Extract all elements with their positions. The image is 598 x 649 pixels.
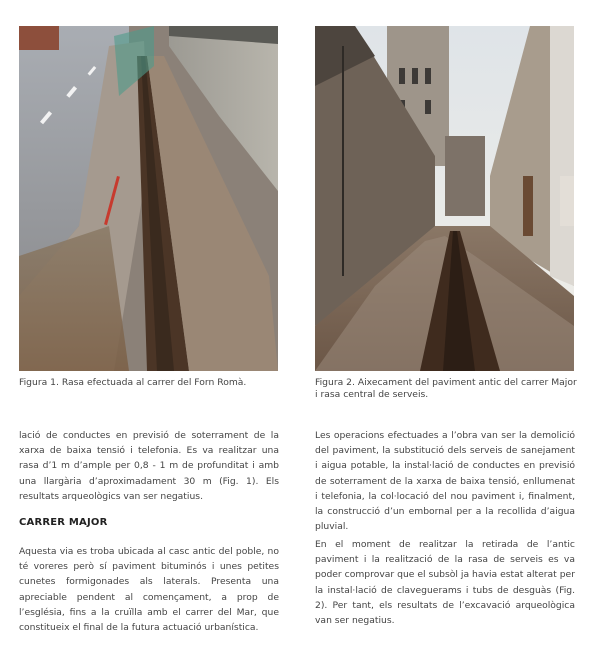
left-column-paragraph-2: Aquesta via es troba ubicada al casc antic del poble, no té voreres però sí paviment bituminós i unes petites cunetes formigonades als laterals. Presenta una apreciable pendent al començament, a prop de l’església, fins a la cruïlla amb el carrer del Mar, que constitueix el final de la futura actuació urbanística. [19, 546, 279, 634]
figure-1-caption: Figura 1. Rasa efectuada al carrer del Forn Romà. [19, 377, 247, 388]
old-street-with-church-tower-photo [315, 26, 574, 371]
right-column-paragraph-2: En el moment de realitzar la retirada de l’antic paviment i la realització de la rasa de serveis es va poder comprovar que el subsòl ja havia estat alterat per la instal·lació de claveguerams i tubs de desguàs (Fig. 2). Per tant, els resultats de l’excavació arqueològica van ser negatius. [315, 539, 575, 627]
trench-along-street-photo [19, 26, 278, 371]
figure-2-caption: Figura 2. Aixecament del paviment antic del carrer Major i rasa central de serveis. [315, 377, 577, 400]
section-heading-carrer-major: CARRER MAJOR [19, 517, 108, 528]
figure-2-photo [315, 26, 574, 371]
figure-1-photo [19, 26, 278, 371]
right-column-paragraph-1: Les operacions efectuades a l’obra van ser la demolició del paviment, la substitució dels serveis de sanejament i aigua potable, la instal·lació de conductes en previsió de soterrament de la xarxa de baixa tensió, enllumenat i telefonia, la col·locació del nou paviment i, finalment, la construcció d’un embornal per a la recollida d’aigua pluvial. [315, 430, 575, 533]
left-column-paragraph-1: lació de conductes en previsió de soterrament de la xarxa de baixa tensió i telefonia. Es va realitzar una rasa d’1 m d’ample per 0,8 - 1 m de profunditat i amb una llargària d’aproximadament 30 m (Fig. 1). Els resultats arqueològics van ser negatius. [19, 430, 279, 502]
